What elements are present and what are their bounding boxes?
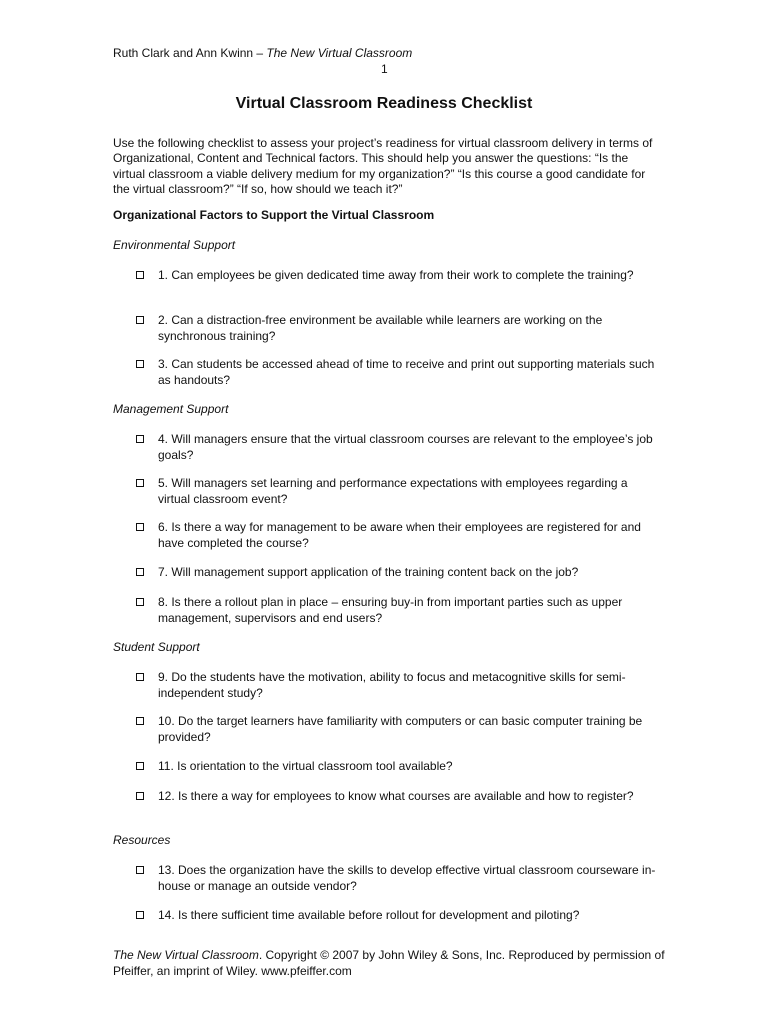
checklist-item-text: 7. Will management support application of the training content back on the job? [158,565,579,579]
checklist-item-text: 5. Will managers set learning and performance expectations with employees regarding a virtual classroom event? [158,476,628,506]
checklist-item-text: 3. Can students be accessed ahead of time to receive and print out supporting materials such as handouts? [158,357,655,387]
checkbox-icon[interactable] [136,792,144,800]
page-title: Virtual Classroom Readiness Checklist [235,95,533,112]
checklist-item-text: 13. Does the organization have the skills to develop effective virtual classroom courseware in-house or manage an outside vendor? [158,863,656,893]
footer-copyright-text: . Copyright © 2007 by John Wiley & Sons, Inc. Reproduced by permission of Pfeiffer, an imprint of Wiley. www.pfeiffer.com [113,948,665,978]
checklist-item-text: 9. Do the students have the motivation, ability to focus and metacognitive skills for semi-independent study? [158,670,626,700]
intro-paragraph: Use the following checklist to assess your project’s readiness for virtual classroom delivery in terms of Organizational, Content and Technical factors. This should help you answer the questions: “Is the virtual classroom a viable delivery medium for my organization?” “Is this course a good candidate for the virtual classroom?” “If so, how should we teach it?” [113,136,653,196]
checkbox-icon[interactable] [136,360,144,368]
checklist-item-text: 11. Is orientation to the virtual classroom tool available? [158,759,453,773]
checklist-item-text: 14. Is there sufficient time available before rollout for development and piloting? [158,908,580,922]
checkbox-icon[interactable] [136,271,144,279]
checkbox-icon[interactable] [136,673,144,681]
checklist-item-text: 4. Will managers ensure that the virtual classroom courses are relevant to the employee’s job goals? [158,432,653,462]
running-header [113,46,412,61]
subhead-student-support: Student Support [113,640,200,654]
checklist-item-text: 2. Can a distraction-free environment be available while learners are working on the synchronous training? [158,313,603,343]
header-authors: Ruth Clark and Ann Kwinn – [113,46,267,60]
checkbox-icon[interactable] [136,316,144,324]
checklist-item-text: 1. Can employees be given dedicated time away from their work to complete the training? [158,268,634,282]
section-heading: Organizational Factors to Support the Virtual Classroom [113,208,435,222]
checkbox-icon[interactable] [136,479,144,487]
checkbox-icon[interactable] [136,717,144,725]
checklist-item-text: 10. Do the target learners have familiarity with computers or can basic computer training be provided? [158,714,643,744]
copyright-footer [113,948,673,979]
checkbox-icon[interactable] [136,762,144,770]
checkbox-icon[interactable] [136,866,144,874]
checklist-item-text: 6. Is there a way for management to be aware when their employees are registered for and have completed the course? [158,520,641,550]
checkbox-icon[interactable] [136,523,144,531]
checklist-item-text: 12. Is there a way for employees to know what courses are available and how to register? [158,789,634,803]
subhead-resources: Resources [113,833,171,847]
checklist-item-text: 8. Is there a rollout plan in place – ensuring buy-in from important parties such as upper management, supervisors and end users? [158,595,623,625]
footer-book-title: The New Virtual Classroom [113,948,259,962]
page-number: 1 [381,62,388,76]
header-book-title: The New Virtual Classroom [266,46,413,60]
checkbox-icon[interactable] [136,911,144,919]
checkbox-icon[interactable] [136,568,144,576]
checkbox-icon[interactable] [136,598,144,606]
checkbox-icon[interactable] [136,435,144,443]
subhead-environmental-support: Environmental Support [113,238,236,252]
subhead-management-support: Management Support [113,402,229,416]
